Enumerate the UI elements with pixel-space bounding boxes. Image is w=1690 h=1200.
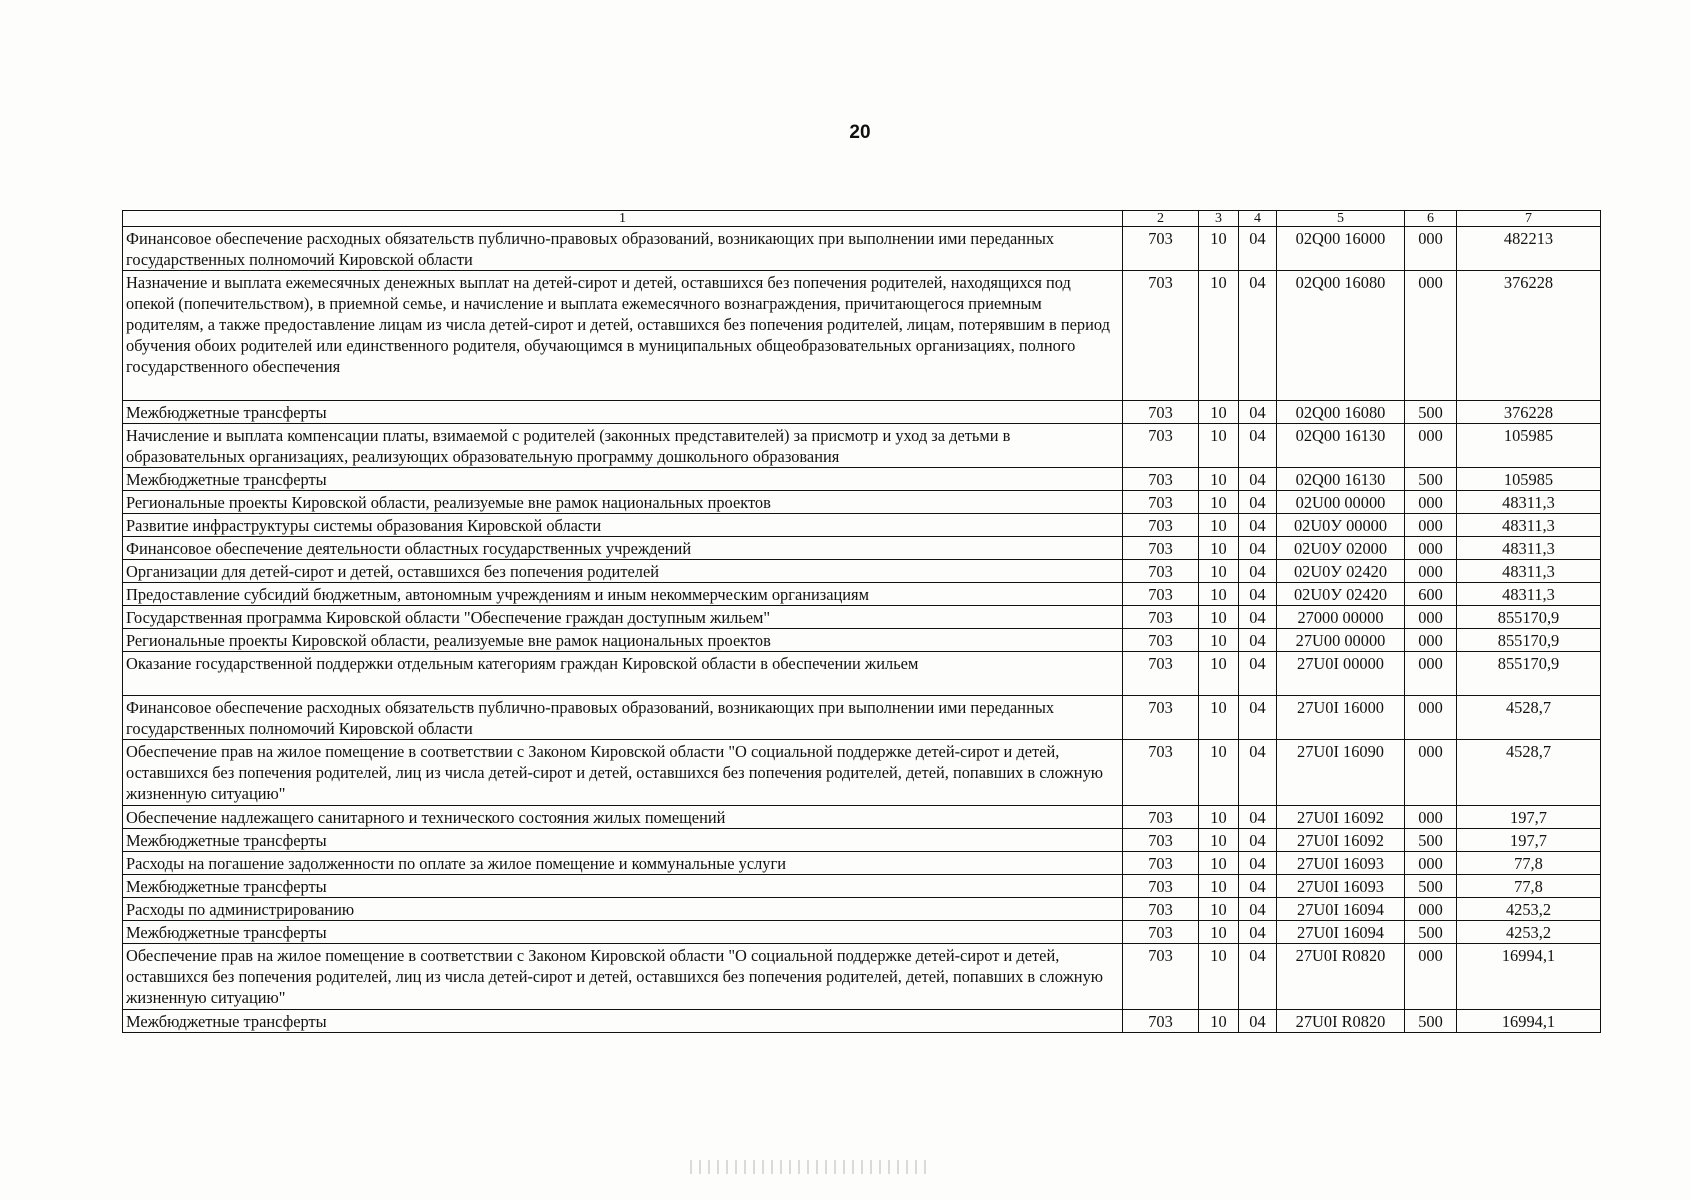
table-row bbox=[123, 921, 1601, 944]
row-amount: 48311,3 bbox=[1457, 583, 1601, 606]
row-amount: 16994,1 bbox=[1457, 1010, 1601, 1033]
row-code-4: 04 bbox=[1239, 852, 1277, 875]
row-code-4: 04 bbox=[1239, 401, 1277, 424]
row-description: Региональные проекты Кировской области, реализуемые вне рамок национальных проектов bbox=[123, 629, 1123, 652]
table-row bbox=[123, 806, 1601, 829]
table-row bbox=[123, 606, 1601, 629]
row-code-3: 10 bbox=[1199, 806, 1239, 829]
row-code-3: 10 bbox=[1199, 629, 1239, 652]
row-code-3: 10 bbox=[1199, 921, 1239, 944]
row-target-article: 27U0I 16093 bbox=[1277, 875, 1405, 898]
row-description: Предоставление субсидий бюджетным, автономным учреждениям и иным некоммерческим организациям bbox=[123, 583, 1123, 606]
table-row bbox=[123, 1010, 1601, 1033]
row-code-3: 10 bbox=[1199, 898, 1239, 921]
row-code-2: 703 bbox=[1123, 583, 1199, 606]
row-target-article: 02U0У 02420 bbox=[1277, 560, 1405, 583]
row-expense-type: 000 bbox=[1405, 696, 1457, 740]
row-code-2: 703 bbox=[1123, 537, 1199, 560]
row-expense-type: 000 bbox=[1405, 227, 1457, 271]
table-row bbox=[123, 944, 1601, 1010]
row-target-article: 27U00 00000 bbox=[1277, 629, 1405, 652]
row-code-2: 703 bbox=[1123, 227, 1199, 271]
row-code-2: 703 bbox=[1123, 606, 1199, 629]
row-expense-type: 000 bbox=[1405, 944, 1457, 1010]
row-target-article: 27U0I 16092 bbox=[1277, 829, 1405, 852]
row-target-article: 02Q00 16080 bbox=[1277, 271, 1405, 401]
row-code-4: 04 bbox=[1239, 560, 1277, 583]
row-amount: 855170,9 bbox=[1457, 652, 1601, 696]
row-description: Начисление и выплата компенсации платы, взимаемой с родителей (законных представителей) за присмотр и уход за детьми в образовательных организациях, реализующих образовательную программу дошкольного образования bbox=[123, 424, 1123, 468]
row-expense-type: 000 bbox=[1405, 629, 1457, 652]
row-code-4: 04 bbox=[1239, 921, 1277, 944]
row-expense-type: 500 bbox=[1405, 468, 1457, 491]
row-code-2: 703 bbox=[1123, 806, 1199, 829]
row-code-3: 10 bbox=[1199, 740, 1239, 806]
row-expense-type: 500 bbox=[1405, 829, 1457, 852]
row-amount: 376228 bbox=[1457, 401, 1601, 424]
row-code-3: 10 bbox=[1199, 606, 1239, 629]
row-description: Межбюджетные трансферты bbox=[123, 875, 1123, 898]
row-target-article: 02U00 00000 bbox=[1277, 491, 1405, 514]
row-code-3: 10 bbox=[1199, 271, 1239, 401]
column-header: 5 bbox=[1277, 211, 1405, 227]
row-amount: 105985 bbox=[1457, 468, 1601, 491]
row-target-article: 27U0I 16092 bbox=[1277, 806, 1405, 829]
row-description: Межбюджетные трансферты bbox=[123, 468, 1123, 491]
row-amount: 77,8 bbox=[1457, 875, 1601, 898]
row-code-2: 703 bbox=[1123, 1010, 1199, 1033]
row-expense-type: 500 bbox=[1405, 401, 1457, 424]
row-description: Региональные проекты Кировской области, реализуемые вне рамок национальных проектов bbox=[123, 491, 1123, 514]
row-code-2: 703 bbox=[1123, 560, 1199, 583]
row-target-article: 02U0У 02000 bbox=[1277, 537, 1405, 560]
row-description: Организации для детей-сирот и детей, оставшихся без попечения родителей bbox=[123, 560, 1123, 583]
column-header: 1 bbox=[123, 211, 1123, 227]
table-row bbox=[123, 875, 1601, 898]
row-code-4: 04 bbox=[1239, 829, 1277, 852]
row-amount: 482213 bbox=[1457, 227, 1601, 271]
row-amount: 4528,7 bbox=[1457, 740, 1601, 806]
row-code-4: 04 bbox=[1239, 740, 1277, 806]
row-description: Межбюджетные трансферты bbox=[123, 921, 1123, 944]
table-row bbox=[123, 491, 1601, 514]
column-header: 4 bbox=[1239, 211, 1277, 227]
row-code-2: 703 bbox=[1123, 652, 1199, 696]
row-description: Развитие инфраструктуры системы образования Кировской области bbox=[123, 514, 1123, 537]
row-description: Оказание государственной поддержки отдельным категориям граждан Кировской области в обеспечении жильем bbox=[123, 652, 1123, 696]
table-row bbox=[123, 696, 1601, 740]
row-code-4: 04 bbox=[1239, 1010, 1277, 1033]
column-header: 2 bbox=[1123, 211, 1199, 227]
row-code-2: 703 bbox=[1123, 829, 1199, 852]
row-code-3: 10 bbox=[1199, 401, 1239, 424]
row-amount: 48311,3 bbox=[1457, 514, 1601, 537]
row-amount: 4253,2 bbox=[1457, 898, 1601, 921]
row-expense-type: 000 bbox=[1405, 537, 1457, 560]
row-expense-type: 000 bbox=[1405, 514, 1457, 537]
row-description: Назначение и выплата ежемесячных денежных выплат на детей-сирот и детей, оставшихся без попечения родителей, находящихся под опекой (попечительством), в приемной семье, и начисление и выплата ежемесячного вознаграждения, причитающегося приемным родителям, а также предоставление лицам из числа детей-сирот и детей, оставшихся без попечения родителей, лицам, потерявшим в период обучения обоих родителей или единственного родителя, обучающимся в муниципальных общеобразовательных организациях, полного государственного обеспечения bbox=[123, 271, 1123, 401]
row-expense-type: 000 bbox=[1405, 606, 1457, 629]
row-target-article: 27U0I 16094 bbox=[1277, 921, 1405, 944]
row-description: Финансовое обеспечение расходных обязательств публично-правовых образований, возникающих при выполнении ими переданных государственных полномочий Кировской области bbox=[123, 696, 1123, 740]
row-description: Обеспечение прав на жилое помещение в соответствии с Законом Кировской области "О социальной поддержке детей-сирот и детей, оставшихся без попечения родителей, лиц из числа детей-сирот и детей, оставшихся без попечения родителей, детей, попавших в сложную жизненную ситуацию" bbox=[123, 740, 1123, 806]
row-target-article: 27U0I R0820 bbox=[1277, 1010, 1405, 1033]
row-code-2: 703 bbox=[1123, 629, 1199, 652]
row-code-4: 04 bbox=[1239, 227, 1277, 271]
row-expense-type: 000 bbox=[1405, 424, 1457, 468]
row-amount: 105985 bbox=[1457, 424, 1601, 468]
row-target-article: 27U0I 00000 bbox=[1277, 652, 1405, 696]
row-code-4: 04 bbox=[1239, 606, 1277, 629]
row-code-4: 04 bbox=[1239, 696, 1277, 740]
row-target-article: 27000 00000 bbox=[1277, 606, 1405, 629]
row-code-3: 10 bbox=[1199, 424, 1239, 468]
table-row bbox=[123, 898, 1601, 921]
row-description: Расходы по администрированию bbox=[123, 898, 1123, 921]
row-code-4: 04 bbox=[1239, 944, 1277, 1010]
row-code-4: 04 bbox=[1239, 491, 1277, 514]
page-number: 20 bbox=[849, 122, 871, 143]
row-target-article: 27U0I 16093 bbox=[1277, 852, 1405, 875]
row-amount: 197,7 bbox=[1457, 806, 1601, 829]
row-code-3: 10 bbox=[1199, 583, 1239, 606]
row-target-article: 27U0I 16094 bbox=[1277, 898, 1405, 921]
row-amount: 855170,9 bbox=[1457, 629, 1601, 652]
row-code-3: 10 bbox=[1199, 875, 1239, 898]
row-description: Государственная программа Кировской области "Обеспечение граждан доступным жильем" bbox=[123, 606, 1123, 629]
table-row bbox=[123, 629, 1601, 652]
row-code-4: 04 bbox=[1239, 468, 1277, 491]
row-code-2: 703 bbox=[1123, 852, 1199, 875]
row-target-article: 02Q00 16000 bbox=[1277, 227, 1405, 271]
row-code-2: 703 bbox=[1123, 921, 1199, 944]
table-row bbox=[123, 227, 1601, 271]
row-code-2: 703 bbox=[1123, 514, 1199, 537]
row-expense-type: 000 bbox=[1405, 652, 1457, 696]
row-code-4: 04 bbox=[1239, 583, 1277, 606]
row-amount: 48311,3 bbox=[1457, 560, 1601, 583]
row-target-article: 02Q00 16130 bbox=[1277, 468, 1405, 491]
row-code-4: 04 bbox=[1239, 898, 1277, 921]
row-code-3: 10 bbox=[1199, 852, 1239, 875]
row-code-4: 04 bbox=[1239, 629, 1277, 652]
row-target-article: 27U0I 16090 bbox=[1277, 740, 1405, 806]
budget-table bbox=[122, 210, 1601, 1033]
row-code-3: 10 bbox=[1199, 696, 1239, 740]
row-expense-type: 600 bbox=[1405, 583, 1457, 606]
row-code-2: 703 bbox=[1123, 696, 1199, 740]
row-amount: 376228 bbox=[1457, 271, 1601, 401]
row-code-4: 04 bbox=[1239, 806, 1277, 829]
table-row bbox=[123, 583, 1601, 606]
row-expense-type: 000 bbox=[1405, 806, 1457, 829]
row-code-3: 10 bbox=[1199, 1010, 1239, 1033]
row-code-3: 10 bbox=[1199, 227, 1239, 271]
row-target-article: 27U0I 16000 bbox=[1277, 696, 1405, 740]
row-code-2: 703 bbox=[1123, 740, 1199, 806]
row-description: Межбюджетные трансферты bbox=[123, 829, 1123, 852]
column-header: 3 bbox=[1199, 211, 1239, 227]
row-code-4: 04 bbox=[1239, 514, 1277, 537]
row-expense-type: 000 bbox=[1405, 852, 1457, 875]
table-row bbox=[123, 652, 1601, 696]
table-row bbox=[123, 271, 1601, 401]
row-code-3: 10 bbox=[1199, 491, 1239, 514]
row-code-3: 10 bbox=[1199, 537, 1239, 560]
row-target-article: 27U0I R0820 bbox=[1277, 944, 1405, 1010]
row-amount: 48311,3 bbox=[1457, 491, 1601, 514]
row-amount: 855170,9 bbox=[1457, 606, 1601, 629]
row-code-3: 10 bbox=[1199, 560, 1239, 583]
table-row bbox=[123, 829, 1601, 852]
row-code-3: 10 bbox=[1199, 829, 1239, 852]
table-row bbox=[123, 852, 1601, 875]
row-amount: 48311,3 bbox=[1457, 537, 1601, 560]
row-expense-type: 500 bbox=[1405, 1010, 1457, 1033]
row-expense-type: 000 bbox=[1405, 560, 1457, 583]
row-code-3: 10 bbox=[1199, 944, 1239, 1010]
row-code-2: 703 bbox=[1123, 271, 1199, 401]
table-row bbox=[123, 401, 1601, 424]
row-amount: 197,7 bbox=[1457, 829, 1601, 852]
row-target-article: 02U0У 00000 bbox=[1277, 514, 1405, 537]
row-code-3: 10 bbox=[1199, 652, 1239, 696]
row-code-4: 04 bbox=[1239, 652, 1277, 696]
row-description: Расходы на погашение задолженности по оплате за жилое помещение и коммунальные услуги bbox=[123, 852, 1123, 875]
column-header: 7 bbox=[1457, 211, 1601, 227]
scan-specks bbox=[690, 1160, 930, 1174]
row-description: Межбюджетные трансферты bbox=[123, 401, 1123, 424]
row-amount: 4253,2 bbox=[1457, 921, 1601, 944]
row-amount: 4528,7 bbox=[1457, 696, 1601, 740]
row-description: Обеспечение прав на жилое помещение в соответствии с Законом Кировской области "О социальной поддержке детей-сирот и детей, оставшихся без попечения родителей, лиц из числа детей-сирот и детей, оставшихся без попечения родителей, детей, попавших в сложную жизненную ситуацию" bbox=[123, 944, 1123, 1010]
row-target-article: 02Q00 16130 bbox=[1277, 424, 1405, 468]
row-description: Межбюджетные трансферты bbox=[123, 1010, 1123, 1033]
row-code-4: 04 bbox=[1239, 537, 1277, 560]
table-row bbox=[123, 537, 1601, 560]
row-code-2: 703 bbox=[1123, 875, 1199, 898]
row-code-2: 703 bbox=[1123, 401, 1199, 424]
table-row bbox=[123, 560, 1601, 583]
table-row bbox=[123, 468, 1601, 491]
row-description: Финансовое обеспечение расходных обязательств публично-правовых образований, возникающих при выполнении ими переданных государственных полномочий Кировской области bbox=[123, 227, 1123, 271]
row-code-4: 04 bbox=[1239, 875, 1277, 898]
table-row bbox=[123, 514, 1601, 537]
row-expense-type: 000 bbox=[1405, 491, 1457, 514]
table-row bbox=[123, 424, 1601, 468]
row-target-article: 02Q00 16080 bbox=[1277, 401, 1405, 424]
row-code-2: 703 bbox=[1123, 898, 1199, 921]
row-description: Финансовое обеспечение деятельности областных государственных учреждений bbox=[123, 537, 1123, 560]
row-expense-type: 000 bbox=[1405, 898, 1457, 921]
row-amount: 16994,1 bbox=[1457, 944, 1601, 1010]
row-description: Обеспечение надлежащего санитарного и технического состояния жилых помещений bbox=[123, 806, 1123, 829]
row-code-3: 10 bbox=[1199, 468, 1239, 491]
row-code-2: 703 bbox=[1123, 468, 1199, 491]
row-code-2: 703 bbox=[1123, 944, 1199, 1010]
row-expense-type: 500 bbox=[1405, 875, 1457, 898]
row-code-4: 04 bbox=[1239, 424, 1277, 468]
table-header-row bbox=[123, 211, 1601, 227]
row-target-article: 02U0У 02420 bbox=[1277, 583, 1405, 606]
row-expense-type: 000 bbox=[1405, 271, 1457, 401]
table-row bbox=[123, 740, 1601, 806]
row-code-4: 04 bbox=[1239, 271, 1277, 401]
row-code-2: 703 bbox=[1123, 424, 1199, 468]
row-code-2: 703 bbox=[1123, 491, 1199, 514]
row-expense-type: 500 bbox=[1405, 921, 1457, 944]
column-header: 6 bbox=[1405, 211, 1457, 227]
row-expense-type: 000 bbox=[1405, 740, 1457, 806]
row-code-3: 10 bbox=[1199, 514, 1239, 537]
row-amount: 77,8 bbox=[1457, 852, 1601, 875]
